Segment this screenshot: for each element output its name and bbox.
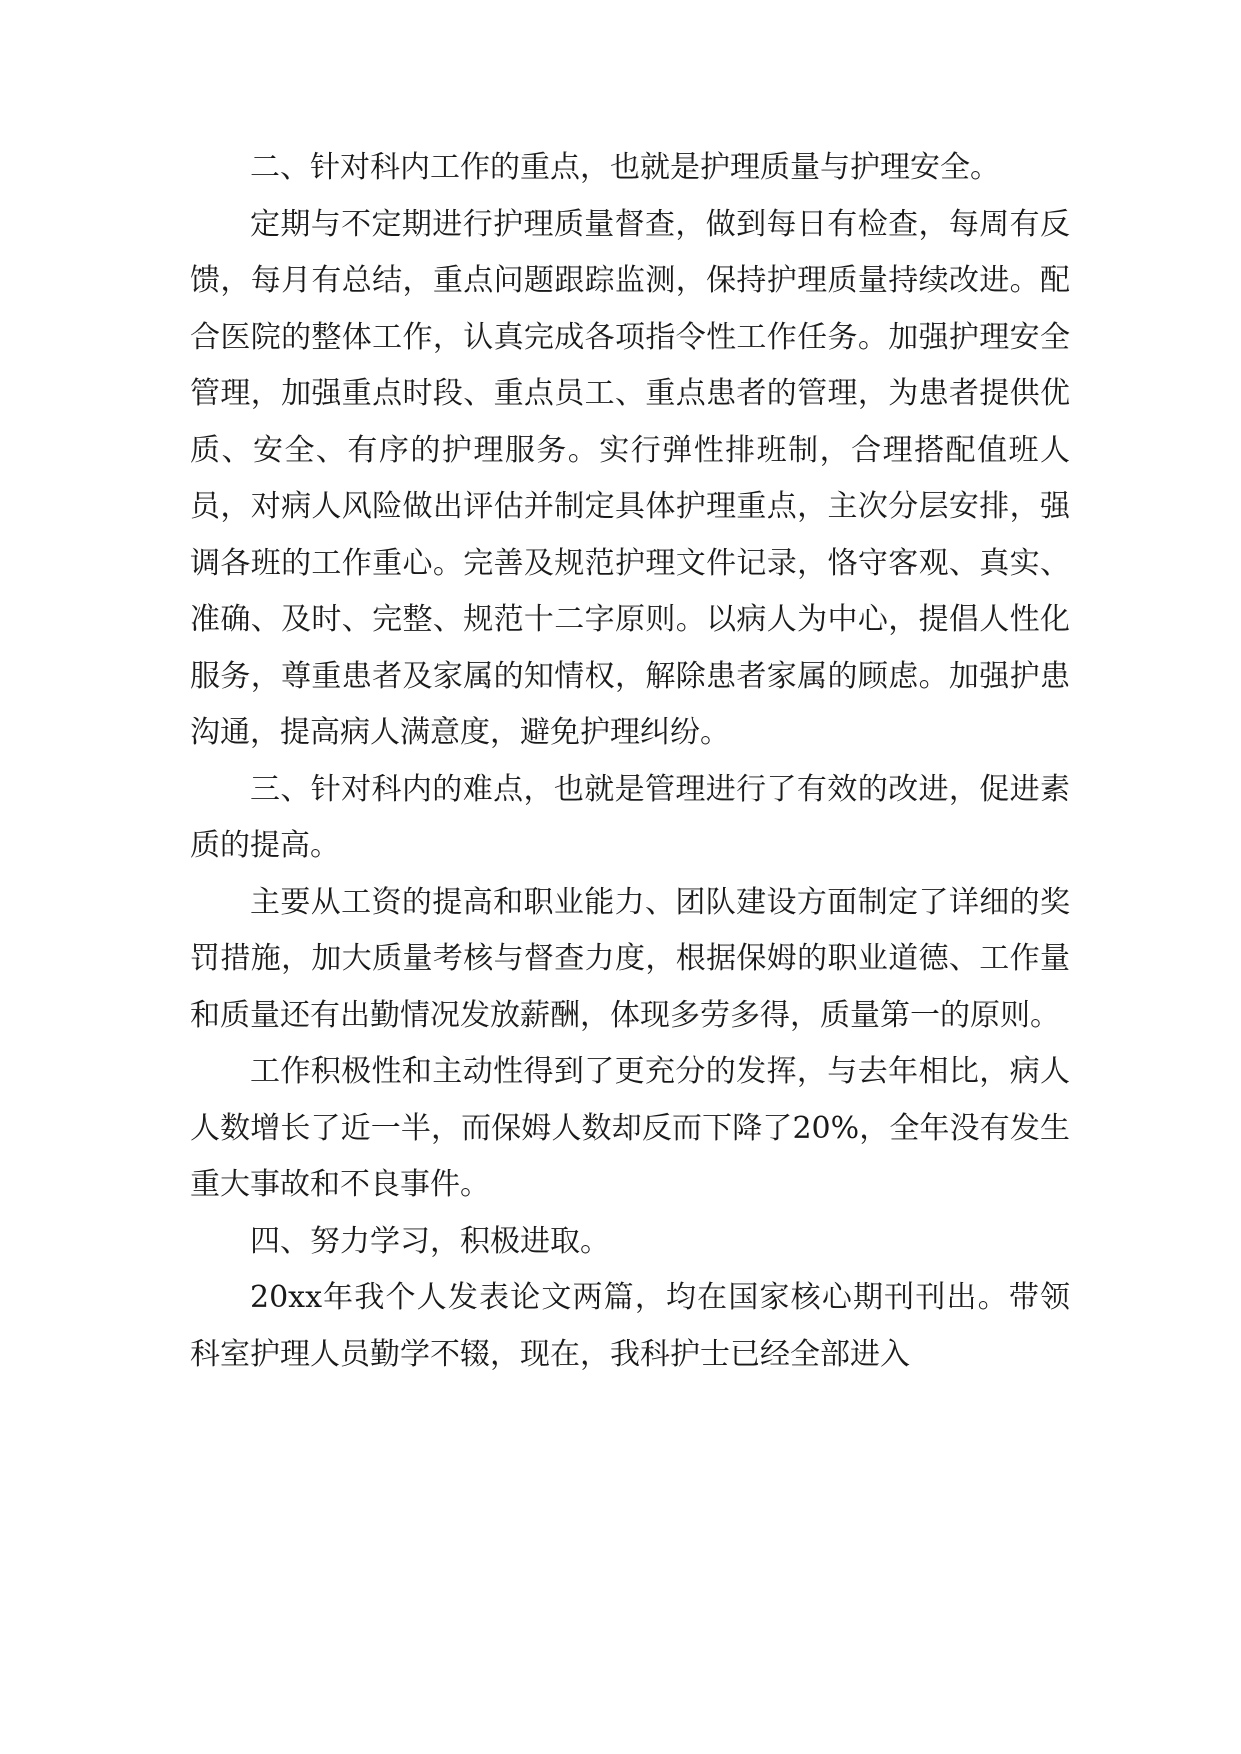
section-heading-3: 三、针对科内的难点，也就是管理进行了有效的改进，促进素质的提高。	[190, 771, 1070, 863]
body-paragraph: 工作积极性和主动性得到了更充分的发挥，与去年相比，病人人数增长了近一半，而保姆人数却反而下降了20%，全年没有发生重大事故和不良事件。	[190, 1054, 1070, 1202]
section-heading-4: 四、努力学习，积极进取。	[250, 1223, 610, 1259]
body-paragraph: 定期与不定期进行护理质量督查，做到每日有检查，每周有反馈，每月有总结，重点问题跟踪监测，保持护理质量持续改进。配合医院的整体工作，认真完成各项指令性工作任务。加强护理安全管理，加强重点时段、重点员工、重点患者的管理，为患者提供优质、安全、有序的护理服务。实行弹性排班制，合理搭配值班人员，对病人风险做出评估并制定具体护理重点，主次分层安排，强调各班的工作重心。完善及规范护理文件记录，恪守客观、真实、准确、及时、完整、规范十二字原则。以病人为中心，提倡人性化服务，尊重患者及家属的知情权，解除患者家属的顾虑。加强护患沟通，提高病人满意度，避免护理纠纷。	[190, 206, 1070, 750]
section-heading-2: 二、针对科内工作的重点，也就是护理质量与护理安全。	[250, 150, 1000, 185]
body-paragraph: 20xx年我个人发表论文两篇，均在国家核心期刊刊出。带领科室护理人员勤学不辍，现在，我科护士已经全部进入	[190, 1280, 1070, 1372]
body-paragraph: 主要从工资的提高和职业能力、团队建设方面制定了详细的奖罚措施，加大质量考核与督查力度，根据保姆的职业道德、工作量和质量还有出勤情况发放薪酬，体现多劳多得，质量第一的原则。	[190, 884, 1070, 1033]
document-page	[190, 140, 1070, 1383]
